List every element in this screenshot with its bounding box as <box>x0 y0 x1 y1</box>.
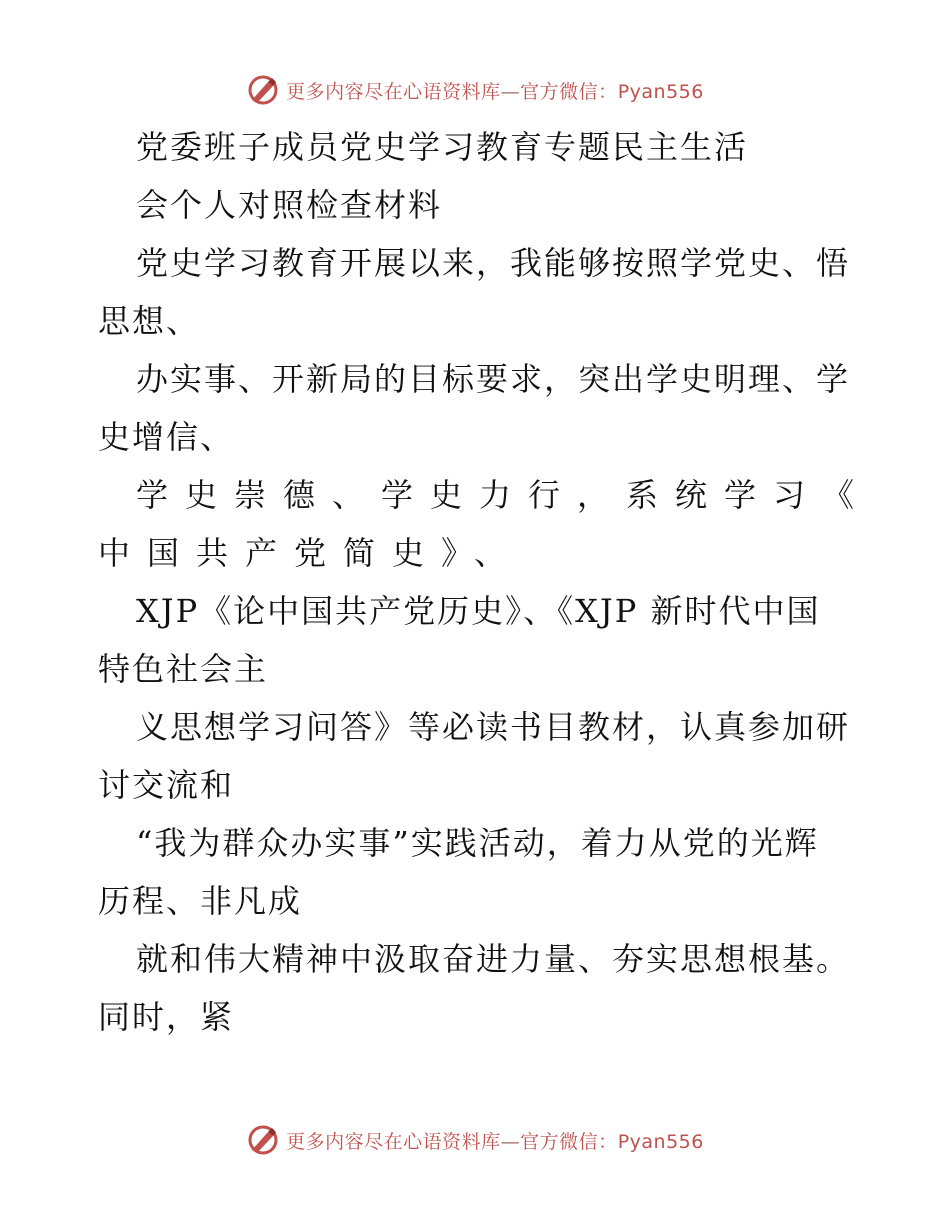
paragraph-line: 中国共产党简史》、 <box>98 534 524 572</box>
paragraph-line: 党史学习教育开展以来，我能够按照学党史、悟 <box>136 244 851 282</box>
title-line-1: 党委班子成员党史学习教育专题民主生活 <box>136 128 749 166</box>
watermark-label: 官方微信： <box>520 1130 618 1153</box>
paragraph-line: 就和伟大精神中汲取奋进力量、夯实思想根基。 <box>136 940 851 978</box>
watermark-label: 官方微信： <box>520 80 618 103</box>
pen-nib-circle-icon <box>246 73 280 107</box>
paragraph-line: “我为群众办实事”实践活动，着力从党的光辉 <box>136 824 819 862</box>
paragraph-line: 思想、 <box>98 302 201 340</box>
paragraph-line: 义思想学习问答》等必读书目教材，认真参加研 <box>136 708 851 746</box>
watermark-site: 更多内容尽在心语资料库 <box>286 80 501 103</box>
title-line-2: 会个人对照检查材料 <box>136 186 443 224</box>
watermark-site: 更多内容尽在心语资料库 <box>286 1130 501 1153</box>
watermark-text <box>286 77 704 104</box>
paragraph-line: 学史崇德、学史力行，系统学习《 <box>136 476 872 514</box>
watermark-dash: — <box>500 1130 521 1153</box>
pen-nib-circle-icon <box>246 1123 280 1157</box>
paragraph-line: 特色社会主 <box>98 650 269 688</box>
watermark-dash: — <box>500 80 521 103</box>
paragraph-line: 历程、非凡成 <box>98 882 303 920</box>
paragraph-line: 同时，紧 <box>98 998 235 1036</box>
watermark-id: Pyan556 <box>617 1130 704 1153</box>
header-watermark <box>0 70 950 110</box>
footer-watermark <box>0 1120 950 1160</box>
paragraph-line: 讨交流和 <box>98 766 235 804</box>
watermark-text <box>286 1127 704 1154</box>
watermark-id: Pyan556 <box>617 80 704 103</box>
paragraph-line: 史增信、 <box>98 418 235 456</box>
paragraph-line: 办实事、开新局的目标要求，突出学史明理、学 <box>136 360 851 398</box>
paragraph-line: XJP《论中国共产党历史》、《XJP 新时代中国 <box>136 592 821 630</box>
